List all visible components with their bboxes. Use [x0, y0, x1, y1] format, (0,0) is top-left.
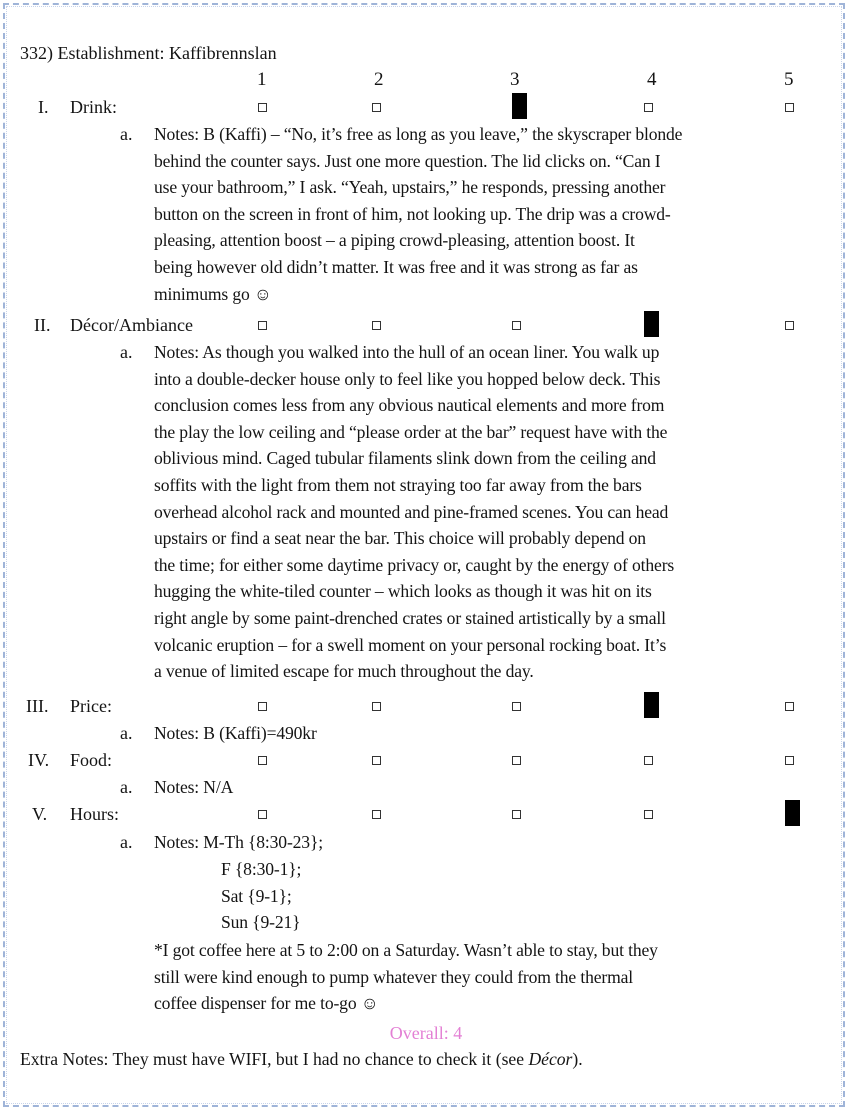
rating-box-selected	[512, 93, 527, 119]
note-line: the time; for either some daytime privacy or, caught by the energy of others	[154, 554, 675, 575]
note-line: right angle by some paint-drenched crates or stained artistically by a small	[154, 607, 666, 628]
note-line: volcanic eruption – for a swell moment on your personal rocking boat. It’s	[154, 634, 667, 655]
overall-rating: Overall: 4	[389, 1023, 463, 1043]
section-label-drink: Drink:	[70, 97, 117, 117]
note-marker: a.	[120, 832, 133, 852]
drink-notes	[154, 121, 834, 307]
note-line: use your bathroom,” I ask. “Yeah, upstairs,” he responds, pressing another	[154, 177, 666, 198]
note-line: still were kind enough to pump whatever they could from the thermal	[154, 966, 634, 987]
rating-box	[372, 756, 381, 765]
section-numeral: III.	[26, 696, 49, 716]
rating-box-selected	[785, 800, 800, 826]
hours-detail	[221, 856, 621, 936]
decor-notes	[154, 339, 834, 685]
note-line: behind the counter says. Just one more question. The lid clicks on. “Can I	[154, 150, 661, 171]
note-line: *I got coffee here at 5 to 2:00 on a Saturday. Wasn’t able to stay, but they	[154, 940, 658, 960]
rating-box	[512, 321, 521, 330]
rating-box	[512, 810, 521, 819]
note-line: pleasing, attention boost – a piping crowd-pleasing, attention boost. It	[154, 230, 635, 251]
note-line: Notes: N/A	[154, 777, 234, 797]
food-notes	[154, 774, 834, 801]
scale-1: 1	[257, 69, 267, 90]
extra-notes	[20, 1046, 583, 1073]
note-line: a venue of limited escape for much throughout the day.	[154, 661, 534, 682]
hours-notes	[154, 829, 834, 856]
note-marker: a.	[120, 342, 133, 362]
note-marker: a.	[120, 777, 133, 797]
rating-box	[372, 103, 381, 112]
rating-box	[785, 702, 794, 711]
note-marker: a.	[120, 124, 133, 144]
note-line: Notes: M-Th {8:30-23};	[154, 832, 323, 852]
rating-box	[372, 702, 381, 711]
note-line: into a double-decker house only to feel like you hopped below deck. This	[154, 368, 661, 389]
extra-notes-ref: Décor	[528, 1049, 573, 1069]
rating-box	[372, 321, 381, 330]
extra-notes-suffix: ).	[572, 1049, 583, 1069]
establishment-title: 332) Establishment: Kaffibrennslan	[20, 43, 277, 63]
rating-box	[258, 702, 267, 711]
section-numeral: IV.	[28, 750, 50, 770]
scale-3: 3	[510, 69, 520, 90]
note-line: Sat {9-1};	[221, 885, 292, 906]
scale-5: 5	[784, 69, 794, 90]
note-line: hugging the white-tiled counter – which looks as though it was hit on its	[154, 581, 652, 602]
price-notes	[154, 720, 834, 747]
extra-notes-prefix: Extra Notes: They must have WIFI, but I had no chance to check it (see	[20, 1049, 529, 1069]
rating-box	[258, 756, 267, 765]
note-line: the play the low ceiling and “please order at the bar” request have with the	[154, 421, 668, 442]
note-line: being however old didn’t matter. It was free and it was strong as far as	[154, 256, 638, 277]
note-line: overhead alcohol rack and mounted and pine-framed scenes. You can head	[154, 501, 669, 522]
note-line: Notes: As though you walked into the hull of an ocean liner. You walk up	[154, 342, 660, 362]
section-numeral: V.	[32, 804, 48, 824]
section-label-hours: Hours:	[70, 804, 119, 824]
rating-box-selected	[644, 311, 659, 337]
note-line: button on the screen in front of him, not looking up. The drip was a crowd-	[154, 203, 671, 224]
scale-2: 2	[374, 69, 384, 90]
note-line: coffee dispenser for me to-go ☺	[154, 993, 379, 1014]
rating-box	[644, 756, 653, 765]
note-line: oblivious mind. Caged tubular filaments slink down from the ceiling and	[154, 448, 656, 469]
section-numeral: I.	[38, 97, 49, 117]
section-label-decor: Décor/Ambiance	[70, 315, 193, 335]
rating-box	[258, 321, 267, 330]
rating-box	[785, 103, 794, 112]
rating-box	[785, 321, 794, 330]
section-numeral: II.	[34, 315, 51, 335]
note-line: upstairs or find a seat near the bar. This choice will probably depend on	[154, 528, 646, 549]
rating-box	[644, 103, 653, 112]
section-label-food: Food:	[70, 750, 113, 770]
rating-box	[372, 810, 381, 819]
note-line: Sun {9-21}	[221, 912, 301, 933]
rating-box	[258, 810, 267, 819]
note-line: minimums go ☺	[154, 283, 272, 304]
rating-box	[512, 756, 521, 765]
rating-box	[258, 103, 267, 112]
note-line: soffits with the light from them not straying too far away from the bars	[154, 474, 642, 495]
rating-box-selected	[644, 692, 659, 718]
note-line: Notes: B (Kaffi)=490kr	[154, 723, 317, 743]
scale-4: 4	[647, 69, 657, 90]
note-marker: a.	[120, 723, 133, 743]
hours-footnote	[154, 937, 834, 1017]
note-line: F {8:30-1};	[221, 859, 302, 879]
note-line: conclusion comes less from any obvious nautical elements and more from	[154, 395, 665, 416]
rating-box	[644, 810, 653, 819]
note-line: Notes: B (Kaffi) – “No, it’s free as long as you leave,” the skyscraper blonde	[154, 124, 683, 144]
rating-box	[512, 702, 521, 711]
rating-box	[785, 756, 794, 765]
section-label-price: Price:	[70, 696, 112, 716]
